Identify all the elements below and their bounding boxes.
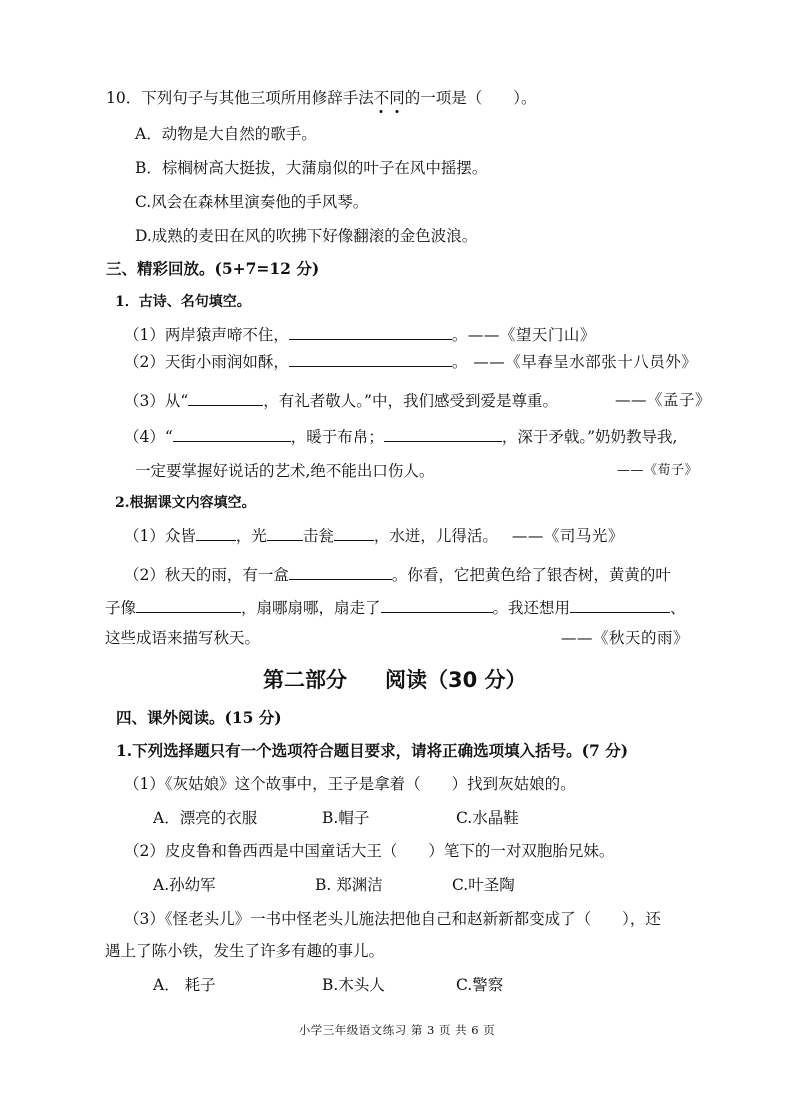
- choice-1-option-c: C.水晶鞋: [456, 809, 519, 827]
- choice-1-option-b: B.帽子: [322, 809, 370, 827]
- text-fill-1-a: （1）众皆: [124, 527, 196, 545]
- section-3-sub2-title: 2.根据课文内容填空。: [115, 495, 256, 511]
- emphasis-char: 不: [373, 89, 390, 107]
- text-fill-1: [124, 525, 624, 546]
- part-2-heading: [263, 664, 527, 694]
- choice-question-2: （2）皮皮鲁和鲁西西是中国童话大王（ ）笔下的一对双胞胎兄妹。: [124, 842, 615, 860]
- section-4-sub1-title: 1.下列选择题只有一个选项符合题目要求，请将正确选项填入括号。(7 分): [116, 741, 629, 760]
- poem-fill-4: [124, 426, 677, 447]
- section-3-title: 三、精彩回放。(5+7=12 分): [106, 259, 320, 278]
- choice-2-option-b: B. 郑渊洁: [315, 876, 383, 894]
- answer-blank[interactable]: [334, 525, 374, 541]
- option-c: C.风会在森林里演奏他的手风琴。: [135, 193, 369, 211]
- answer-blank[interactable]: [289, 564, 392, 580]
- text-fill-2-source: ——《秋天的雨》: [561, 629, 690, 647]
- answer-blank[interactable]: [384, 426, 502, 442]
- question-10-stem: [106, 88, 537, 108]
- text-fill-1-c: 击瓮: [302, 527, 334, 545]
- poem-fill-1-source: 。——《望天门山》: [451, 326, 596, 344]
- answer-blank[interactable]: [196, 525, 236, 541]
- choice-2-option-a: A.孙幼军: [153, 876, 216, 894]
- text-fill-2-line2: [105, 597, 686, 618]
- choice-question-1: （1）《灰姑娘》这个故事中，王子是拿着（ ）找到灰姑娘的。: [124, 775, 576, 793]
- emphasis-char: 同: [389, 89, 405, 107]
- text-fill-2-c: 子像: [105, 599, 137, 617]
- option-a: A．动物是大自然的歌手。: [135, 125, 317, 143]
- choice-1-option-a: A．漂亮的衣服: [153, 809, 258, 827]
- question-10-text-end: 的一项是（ ）。: [404, 89, 537, 107]
- answer-blank[interactable]: [289, 351, 452, 367]
- choice-question-3-line2: 遇上了陈小铁，发生了许多有趣的事儿。: [105, 942, 385, 960]
- poem-fill-2-source: 。 ——《早春呈水部张十八员外》: [451, 353, 698, 371]
- poem-fill-2: [124, 351, 697, 372]
- poem-fill-2-prefix: （2）天街小雨润如酥，: [124, 353, 289, 371]
- poem-fill-4-line2: 一定要掌握好说话的艺术,绝不能出口伤人。: [135, 462, 435, 480]
- choice-3-option-a: A． 耗子: [153, 976, 216, 994]
- option-d: D.成熟的麦田在风的吹拂下好像翻滚的金色波浪。: [135, 227, 478, 245]
- section-4-title: 四、课外阅读。(15 分): [116, 708, 282, 727]
- poem-fill-4-source: ——《荀子》: [617, 463, 699, 478]
- text-fill-2-d: ，扇哪扇哪，扇走了: [241, 599, 381, 617]
- choice-3-option-b: B.木头人: [322, 976, 385, 994]
- answer-blank[interactable]: [188, 390, 263, 406]
- choice-question-3: （3）《怪老头儿》一书中怪老头儿施法把他自己和赵新新都变成了（ ），还: [124, 910, 661, 928]
- text-fill-2-a: （2）秋天的雨，有一盒: [124, 566, 289, 584]
- section-3-sub1-title: 1．古诗、名句填空。: [115, 294, 251, 310]
- poem-fill-3-text: ，有礼者敬人。”中，我们感受到爱是尊重。: [263, 392, 558, 410]
- choice-2-option-c: C.叶圣陶: [452, 876, 515, 894]
- option-b: B．棕榈树高大挺拔，大蒲扇似的叶子在风中摇摆。: [135, 159, 488, 177]
- poem-fill-3-prefix: （3）从“: [124, 392, 189, 410]
- text-fill-1-d: ，水迸，儿得活。: [373, 527, 498, 545]
- poem-fill-4-prefix: （4）“: [124, 428, 173, 446]
- question-10-text: 10．下列句子与其他三项所用修辞手法: [106, 89, 374, 107]
- text-fill-2-line3: 这些成语来描写秋天。: [105, 629, 261, 647]
- part-2-title: 阅读（30 分）: [385, 668, 527, 692]
- page-footer: 小学三年级语文练习 第 3 页 共 6 页: [298, 1023, 496, 1037]
- text-fill-2-b: 。你看，它把黄色给了银杏树，黄黄的叶: [391, 566, 671, 584]
- answer-blank[interactable]: [381, 597, 493, 613]
- poem-fill-4-mid: ，暖于布帛；: [290, 428, 384, 446]
- text-fill-2: [124, 564, 671, 585]
- text-fill-2-f: 、: [670, 599, 686, 617]
- part-2-label: 第二部分: [263, 668, 347, 692]
- answer-blank[interactable]: [136, 597, 241, 613]
- choice-3-option-c: C.警察: [456, 976, 504, 994]
- answer-blank[interactable]: [173, 426, 291, 442]
- answer-blank[interactable]: [570, 597, 670, 613]
- answer-blank[interactable]: [267, 525, 303, 541]
- text-fill-1-source: ——《司马光》: [511, 527, 624, 545]
- text-fill-2-e: 。我还想用: [492, 599, 571, 617]
- poem-fill-4-post: ，深于矛戟。”奶奶教导我,: [501, 428, 678, 446]
- poem-fill-1-prefix: （1）两岸猿声啼不住，: [124, 326, 289, 344]
- poem-fill-1: [124, 324, 596, 345]
- poem-fill-3-source: ——《孟子》: [615, 391, 712, 409]
- poem-fill-3: [124, 390, 558, 411]
- answer-blank[interactable]: [289, 324, 452, 340]
- text-fill-1-b: ，光: [235, 527, 267, 545]
